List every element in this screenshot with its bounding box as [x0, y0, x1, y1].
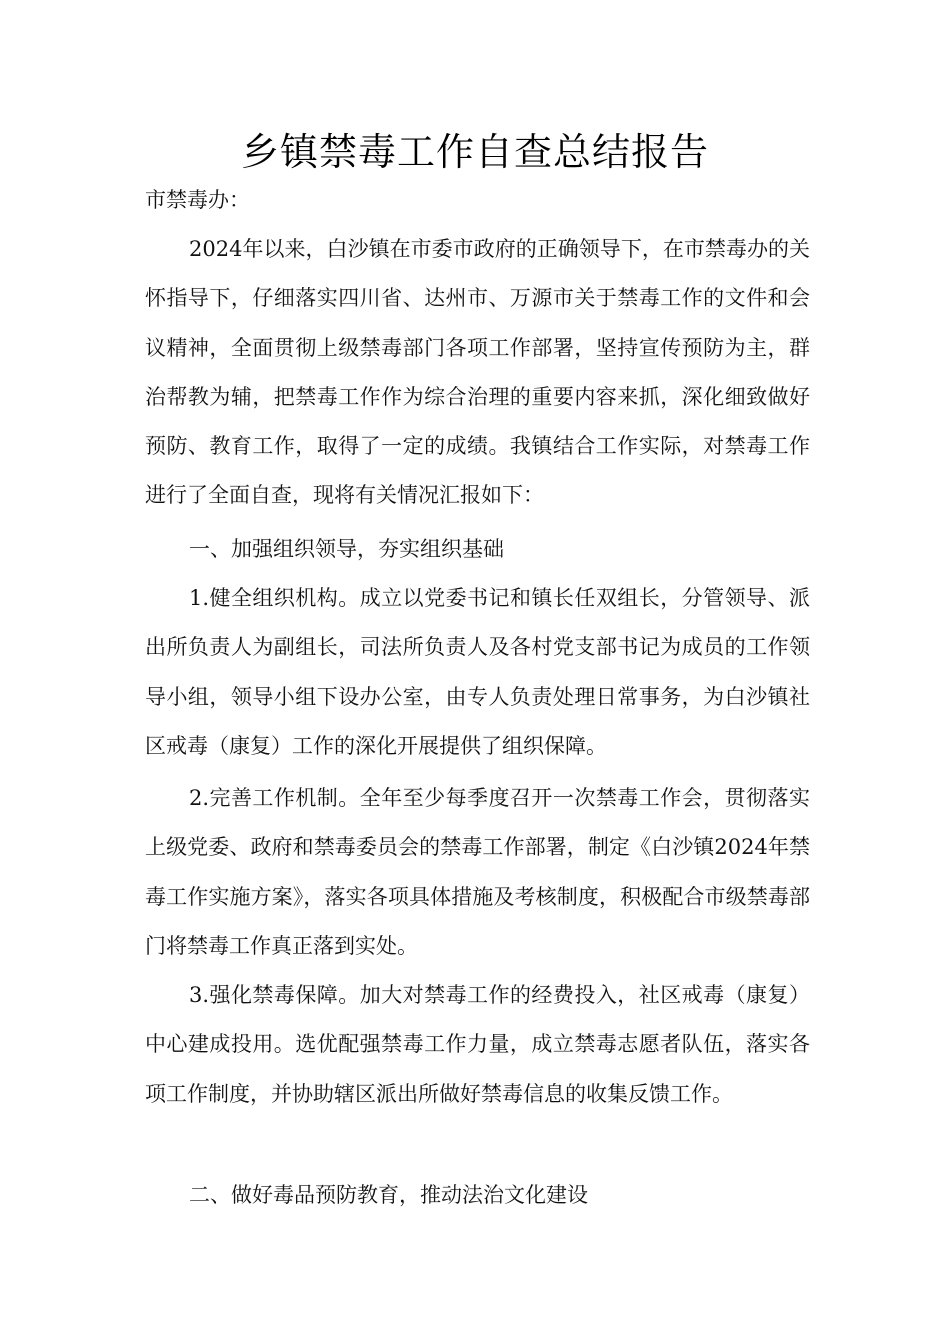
intro-paragraph: 2024年以来，白沙镇在市委市政府的正确领导下，在市禁毒办的关怀指导下，仔细落实四川省、达州市、万源市关于禁毒工作的文件和会议精神，全面贯彻上级禁毒部门各项工作部署，坚持宣传预防为主，群治帮教为辅，把禁毒工作作为综合治理的重要内容来抓，深化细致做好预防、教育工作，取得了一定的成绩。我镇结合工作实际，对禁毒工作进行了全面自查，现将有关情况汇报如下：: [145, 237, 810, 508]
paragraph-organization: 1.健全组织机构。成立以党委书记和镇长任双组长，分管领导、派出所负责人为副组长，司法所负责人及各村党支部书记为成员的工作领导小组，领导小组下设办公室，由专人负责处理日常事务，为白沙镇社区戒毒（康复）工作的深化开展提供了组织保障。: [145, 586, 810, 758]
document-title: 乡镇禁毒工作自查总结报告: [240, 130, 709, 174]
paragraph-guarantee: 3.强化禁毒保障。加大对禁毒工作的经费投入，社区戒毒（康复）中心建成投用。选优配强禁毒工作力量，成立禁毒志愿者队伍，落实各项工作制度，并协助辖区派出所做好禁毒信息的收集反馈工作。: [145, 983, 810, 1106]
paragraph-mechanism: 2.完善工作机制。全年至少每季度召开一次禁毒工作会，贯彻落实上级党委、政府和禁毒委员会的禁毒工作部署，制定《白沙镇2024年禁毒工作实施方案》，落实各项具体措施及考核制度，积极配合市级禁毒部门将禁毒工作真正落到实处。: [145, 786, 810, 958]
salutation: 市禁毒办：: [145, 188, 250, 212]
section-heading-2: 二、做好毒品预防教育，推动法治文化建设: [189, 1183, 588, 1207]
section-heading-1: 一、加强组织领导，夯实组织基础: [189, 537, 504, 561]
